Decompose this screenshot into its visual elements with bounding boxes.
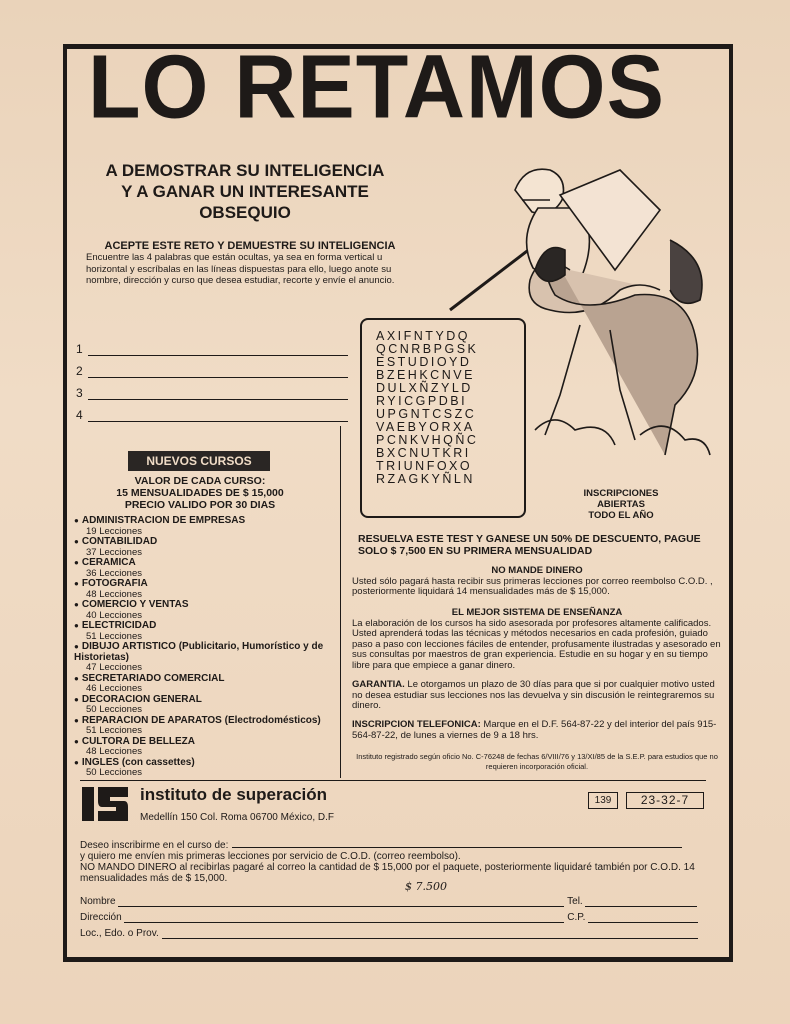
course-name: ● FOTOGRAFIA — [74, 579, 336, 590]
grid-row: RZAGKYÑLN — [376, 472, 475, 486]
section-body: Marque en el D.F. 564-87-22 y del interior del país 915-564-87-22, de lunes a viernes de 9 a 18 hrs. — [352, 719, 717, 741]
location-input[interactable] — [162, 928, 698, 939]
grid-row: QCNRBPGSK — [376, 342, 479, 356]
answer-number: 1 — [76, 342, 83, 356]
no-money-section — [352, 566, 722, 598]
address-input[interactable] — [124, 912, 564, 923]
challenge-instructions: Encuentre las 4 palabras que están ocultas, ya sea en forma vertical u horizontal y escríbalas en las líneas dispuestas para ello, luego anote su nombre, dirección y curso que desea estudiar, recorte y envíe el anuncio. — [86, 252, 395, 286]
form-line: NO MANDO DINERO al recibirlas pagaré al correo la cantidad de $ 15,000 por el paquete, posteriormente liquidaré también por C.O.D. 14 mensualidades más de $ 15,000. — [80, 862, 695, 884]
insc-line: ABIERTAS — [597, 499, 645, 510]
insc-line: INSCRIPCIONES — [583, 488, 659, 499]
course-list — [74, 516, 336, 779]
course-lessons: 40 Lecciones — [86, 609, 142, 621]
grid-row: BZEHKCNVE — [376, 368, 475, 382]
subtitle-line: Y A GANAR UN INTERESANTE — [121, 182, 369, 201]
price-line: 15 MENSUALIDADES DE $ 15,000 — [116, 487, 284, 499]
answer-line-4[interactable] — [76, 408, 352, 422]
form-line: y quiero me envíen mis primeras lecciones por servicio de C.O.D. (correo reembolso). — [80, 851, 461, 862]
course-item — [74, 695, 336, 716]
course-lessons: 48 Lecciones — [86, 746, 142, 757]
grid-row: VAEBYORXA — [376, 420, 475, 434]
course-name: ● REPARACION DE APARATOS (Electrodomésticos) — [74, 716, 336, 727]
form-line-course[interactable] — [80, 838, 704, 851]
grid-row: DULXÑZYLD — [376, 381, 473, 395]
course-item — [74, 716, 336, 737]
ad-code: 23-32-7 — [626, 792, 704, 809]
price-line: VALOR DE CADA CURSO: — [134, 475, 266, 487]
course-item — [74, 537, 336, 558]
course-item — [74, 642, 336, 674]
name-field-row — [80, 896, 704, 907]
course-lessons: 50 Lecciones — [86, 767, 142, 778]
column-divider — [340, 426, 341, 778]
course-lessons: 50 Lecciones — [86, 704, 142, 715]
section-title: EL MEJOR SISTEMA DE ENSEÑANZA — [451, 607, 623, 618]
section-body: Usted sólo pagará hasta recibir sus primeras lecciones por correo reembolso C.O.D. , posteriormente liquidará 14 mensualidades más de $ 15,000. — [352, 575, 713, 597]
course-item — [74, 737, 336, 758]
section-title: INSCRIPCION TELEFONICA: — [352, 719, 481, 730]
phone-enrollment-section — [352, 720, 722, 741]
course-price — [100, 475, 300, 511]
new-courses-badge: NUEVOS CURSOS — [128, 451, 270, 471]
form-course-label: Deseo inscribirme en el curso de: — [80, 840, 229, 851]
course-name: ● ELECTRICIDAD — [74, 621, 336, 632]
course-item — [74, 621, 336, 642]
course-lessons: 36 Lecciones — [86, 567, 142, 579]
name-input[interactable] — [118, 896, 564, 907]
course-name: ● CONTABILIDAD — [74, 537, 336, 548]
course-lessons: 37 Lecciones — [86, 546, 142, 558]
course-name: ● INGLES (con cassettes) — [74, 758, 336, 769]
answer-line-2[interactable] — [76, 364, 352, 378]
enrollment-form-text — [80, 838, 704, 884]
zip-input[interactable] — [588, 912, 698, 923]
institute-name: instituto de superación — [140, 785, 328, 804]
grid-row: ESTUDIOYD — [376, 355, 472, 369]
price-line: PRECIO VALIDO POR 30 DIAS — [124, 499, 276, 511]
section-body: Le otorgamos un plazo de 30 días para que si por cualquier motivo usted no desea estudiar sus lecciones nos las devuelva y sin discusión le reintegraremos su dinero. — [352, 679, 715, 711]
location-field-row — [80, 928, 704, 939]
course-lessons: 51 Lecciones — [86, 630, 142, 642]
answer-number: 4 — [76, 408, 83, 422]
course-item — [74, 516, 336, 537]
ad-code: 139 — [588, 792, 618, 809]
word-search-grid — [360, 318, 526, 518]
grid-row: RYICGPDBI — [376, 394, 468, 408]
course-name: ● CERAMICA — [74, 558, 336, 569]
course-name: ● SECRETARIADO COMERCIAL — [74, 674, 336, 685]
answer-number: 2 — [76, 364, 83, 378]
phone-input[interactable] — [585, 896, 697, 907]
test-offer: RESUELVA ESTE TEST Y GANESE UN 50% DE DESCUENTO, PAGUE SOLO $ 7,500 EN SU PRIMERA MENSUALIDAD — [358, 533, 701, 557]
section-title: GARANTIA. — [352, 679, 405, 690]
headline: LO RETAMOS — [88, 36, 665, 138]
course-item — [74, 758, 336, 779]
grid-row: UPGNTCSZC — [376, 407, 477, 421]
institute-address: Medellín 150 Col. Roma 06700 México, D.F — [140, 812, 334, 823]
guarantee-section — [352, 680, 722, 712]
course-name: ● CULTORA DE BELLEZA — [74, 737, 336, 748]
subtitle-line: A DEMOSTRAR SU INTELIGENCIA — [105, 161, 385, 180]
enrollment-open-note — [566, 488, 676, 521]
course-lessons: 19 Lecciones — [86, 525, 142, 537]
section-body: La elaboración de los cursos ha sido asesorada por profesores altamente calificados. Usted aprenderá todas las técnicas y métodos necesarios en cada profesión, guiado paso a paso con lecciones fáciles de entender, profusamente ilustradas y asesorado en sus consultas por maestros de gran experiencia. Estudie en su hogar y en su tiempo libre para que empiece a ganar dinero. — [352, 617, 721, 671]
challenge-title: ACEPTE ESTE RETO Y DEMUESTRE SU INTELIGENCIA — [104, 240, 396, 252]
course-item — [74, 600, 336, 621]
insc-line: TODO EL AÑO — [588, 510, 654, 521]
name-label: Nombre — [80, 896, 116, 907]
answer-line-3[interactable] — [76, 386, 352, 400]
course-name: ● ADMINISTRACION DE EMPRESAS — [74, 516, 336, 527]
subtitle — [90, 160, 400, 223]
grid-row: PCNKVHQÑC — [376, 433, 479, 447]
course-lessons: 48 Lecciones — [86, 588, 142, 600]
grid-row: BXCNUTKRI — [376, 446, 471, 460]
course-name: ● DIBUJO ARTISTICO (Publicitario, Humorístico y de Historietas) — [74, 642, 336, 663]
answer-line-1[interactable] — [76, 342, 352, 356]
address-field-row — [80, 912, 704, 923]
course-item — [74, 558, 336, 579]
course-name: ● DECORACION GENERAL — [74, 695, 336, 706]
course-item — [74, 674, 336, 695]
course-lessons: 47 Lecciones — [86, 662, 142, 673]
course-lessons: 46 Lecciones — [86, 683, 142, 694]
location-label: Loc., Edo. o Prov. — [80, 928, 159, 939]
grid-row: TRIUNFOXO — [376, 459, 473, 473]
phone-label: Tel. — [567, 896, 583, 907]
address-label: Dirección — [80, 912, 122, 923]
registration-note: Instituto registrado según oficio No. C-76248 de fechas 6/VIII/76 y 13/XI/85 de la S.E.P. para estudios que no requieren incorporación oficial. — [356, 752, 718, 771]
section-title: NO MANDE DINERO — [491, 565, 583, 576]
subtitle-line: OBSEQUIO — [199, 203, 291, 222]
divider — [80, 780, 706, 781]
course-name: ● COMERCIO Y VENTAS — [74, 600, 336, 611]
answer-number: 3 — [76, 386, 83, 400]
course-lessons: 51 Lecciones — [86, 725, 142, 736]
institute-logo — [80, 783, 130, 825]
course-item — [74, 579, 336, 600]
teaching-system-section — [352, 608, 722, 671]
grid-row: AXIFNTYDQ — [376, 329, 471, 343]
handwritten-amount: $ 7.500 — [405, 880, 447, 893]
zip-label: C.P. — [567, 912, 586, 923]
